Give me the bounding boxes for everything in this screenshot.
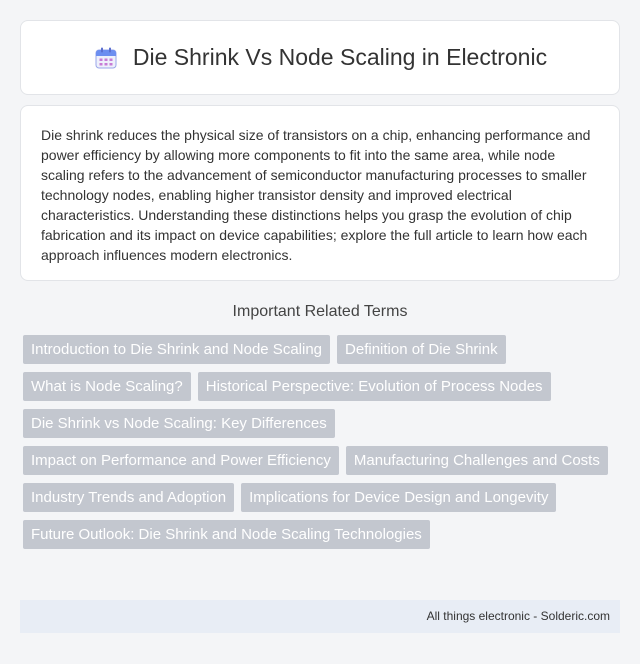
related-term-tag[interactable]: What is Node Scaling?	[23, 372, 191, 401]
related-terms-heading: Important Related Terms	[232, 303, 408, 320]
related-term-tag[interactable]: Manufacturing Challenges and Costs	[346, 446, 608, 475]
related-term-tag[interactable]: Future Outlook: Die Shrink and Node Scaling Technologies	[23, 520, 430, 549]
description-text: Die shrink reduces the physical size of transistors on a chip, enhancing performance and power efficiency by allowing more components to fit into the same area, while node scaling refers to the advancement of semiconductor manufacturing processes to smaller technology nodes, enabling higher transistor density and improved electrical characteristics. Understanding these distinctions helps you grasp the evolution of chip fabrication and its impact on device capabilities; explore the full article to learn how each approach influences modern electronics.	[41, 127, 591, 263]
related-terms-list	[20, 335, 620, 549]
footer-text: All things electronic - Solderic.com	[426, 609, 610, 623]
footer	[20, 600, 620, 633]
calendar-icon	[93, 45, 119, 71]
related-term-tag[interactable]: Impact on Performance and Power Efficiency	[23, 446, 339, 475]
related-term-tag[interactable]: Industry Trends and Adoption	[23, 483, 234, 512]
related-term-tag[interactable]: Introduction to Die Shrink and Node Scaling	[23, 335, 330, 364]
related-term-tag[interactable]: Definition of Die Shrink	[337, 335, 506, 364]
related-term-tag[interactable]: Implications for Device Design and Longevity	[241, 483, 556, 512]
related-term-tag[interactable]: Die Shrink vs Node Scaling: Key Differences	[23, 409, 335, 438]
related-term-tag[interactable]: Historical Perspective: Evolution of Process Nodes	[198, 372, 551, 401]
page-title: Die Shrink Vs Node Scaling in Electronic	[132, 44, 548, 70]
description-card	[20, 105, 620, 281]
title-card	[20, 20, 620, 95]
